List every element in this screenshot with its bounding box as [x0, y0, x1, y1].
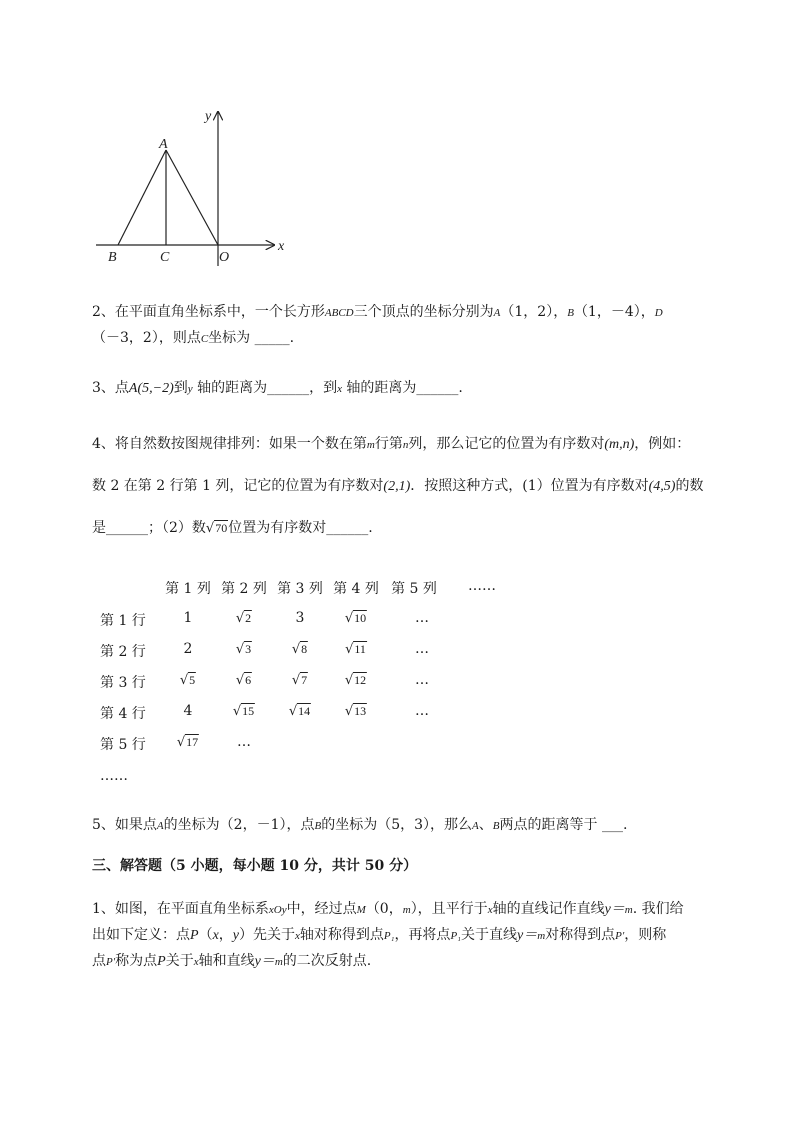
- col-header: 第 5 列: [391, 581, 437, 597]
- table-cell: √8: [291, 642, 308, 657]
- row-label: 第 2 行: [100, 644, 146, 660]
- label-o: O: [219, 250, 230, 265]
- s1-line-3: 点P′称为点P关于x轴和直线y＝m的二次反射点.: [92, 953, 372, 969]
- col-header: 第 2 列: [221, 581, 267, 597]
- q4-line-1: 4、将自然数按图规律排列：如果一个数在第m行第n列，那么记它的位置为有序数对(m,n)，例如：: [92, 436, 691, 452]
- table-cell: …: [415, 641, 429, 657]
- triangle-figure: [88, 100, 298, 270]
- table-cell: 1: [183, 610, 193, 626]
- side-ab: [118, 150, 166, 245]
- table-cell: √12: [344, 673, 367, 688]
- table-trailing-ellipsis: ……: [100, 768, 128, 784]
- table-cell: √17: [176, 735, 199, 750]
- row-label: 第 4 行: [100, 706, 146, 722]
- table-cell: 2: [183, 641, 193, 657]
- table-cell: …: [415, 703, 429, 719]
- table-cell: √6: [235, 673, 252, 688]
- table-cell: √3: [235, 642, 252, 657]
- table-cell: √11: [345, 642, 366, 657]
- col-header: 第 1 列: [165, 581, 211, 597]
- row-label: 第 3 行: [100, 675, 146, 691]
- s1-line-2: 出如下定义：点P（x，y）先关于x轴对称得到点P₁，再将点P₁关于直线y＝m对称得到点P′，则称: [92, 927, 667, 943]
- table-cell: √2: [235, 611, 252, 626]
- table-cell: …: [415, 610, 429, 626]
- side-ao: [166, 150, 218, 245]
- table-cell: …: [237, 734, 251, 750]
- table-cell: 4: [183, 703, 193, 719]
- table-cell: √7: [291, 673, 308, 688]
- row-label: 第 5 行: [100, 737, 146, 753]
- number-arrangement-table: [92, 578, 512, 788]
- label-a: A: [159, 137, 168, 152]
- table-cell: √15: [232, 704, 255, 719]
- col-header: 第 4 列: [333, 581, 379, 597]
- table-cell: √10: [344, 611, 367, 626]
- q5-line: 5、如果点A的坐标为（2，－1），点B的坐标为（5，3），那么A、B两点的距离等于 ___.: [92, 817, 628, 833]
- row-label: 第 1 行: [100, 613, 146, 629]
- label-c: C: [160, 250, 170, 265]
- table-cell: 3: [295, 610, 305, 626]
- label-x: x: [278, 239, 285, 254]
- q2-line-2: （－3，2），则点C坐标为 _____.: [92, 330, 295, 346]
- q4-line-2: 数 2 在第 2 行第 1 列，记它的位置为有序数对(2,1)．按照这种方式，(1）位置为有序数对(4,5)的数: [92, 478, 704, 494]
- col-header: ……: [468, 578, 496, 594]
- coordinate-diagram: [88, 100, 298, 270]
- label-b: B: [108, 250, 117, 265]
- table-cell: √5: [179, 673, 196, 688]
- table-cell: …: [415, 672, 429, 688]
- q2-line-1: 2、在平面直角坐标系中，一个长方形ABCD三个顶点的坐标分别为A（1，2），B（1，－4），D: [92, 304, 663, 320]
- table-cell: √13: [344, 704, 367, 719]
- label-y: y: [205, 109, 212, 124]
- s1-line-1: 1、如图，在平面直角坐标系xOy中，经过点M（0，m），且平行于x轴的直线记作直线y＝m. 我们给: [92, 901, 684, 917]
- q4-line-3: 是______；（2）数√70位置为有序数对______.: [92, 518, 373, 539]
- col-header: 第 3 列: [277, 581, 323, 597]
- q3-line: 3、点A(5,−2)到y 轴的距离为______，到x 轴的距离为______.: [92, 380, 463, 396]
- table-cell: √14: [288, 704, 311, 719]
- section-heading: 三、解答题（5 小题，每小题 10 分，共计 50 分）: [92, 858, 418, 874]
- sqrt-70: √70: [205, 521, 228, 536]
